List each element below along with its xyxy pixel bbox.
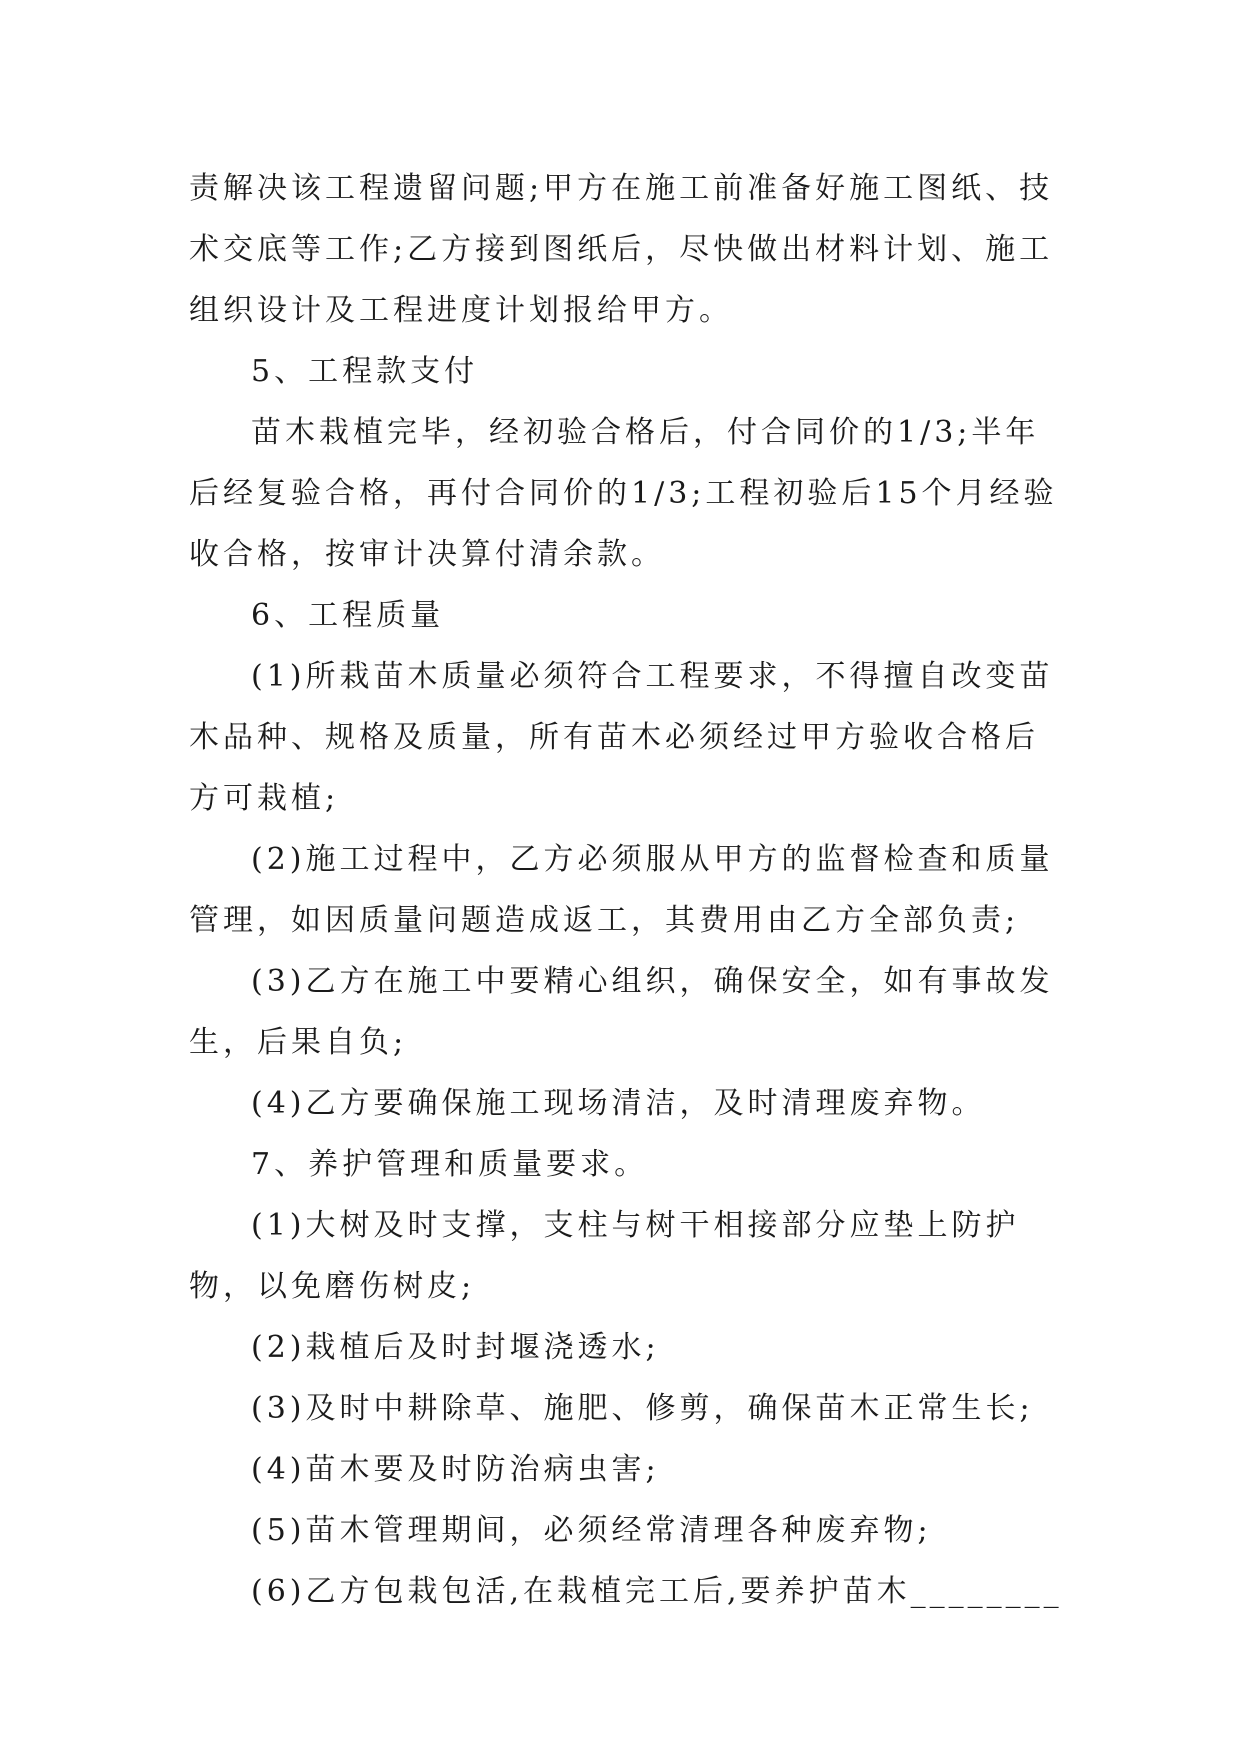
section-heading: 6、工程质量 xyxy=(251,598,445,633)
list-item: (3)乙方在施工中要精心组织，确保安全，如有事故发生，后果自负; xyxy=(189,964,1054,1060)
list-item: (6)乙方包栽包活,在栽植完工后,要养护苗木________ xyxy=(251,1574,1063,1609)
paragraph: 苗木栽植完毕，经初验合格后，付合同价的1/3;半年后经复验合格，再付合同价的1/3;工程初验后15个月经验收合格，按审计决算付清余款。 xyxy=(189,415,1058,572)
list-item: (2)施工过程中，乙方必须服从甲方的监督检查和质量管理，如因质量问题造成返工，其费用由乙方全部负责; xyxy=(189,842,1054,938)
list-item: (3)及时中耕除草、施肥、修剪，确保苗木正常生长; xyxy=(251,1391,1034,1426)
list-item: (1)大树及时支撑，支柱与树干相接部分应垫上防护物，以免磨伤树皮; xyxy=(189,1208,1020,1304)
list-item: (1)所栽苗木质量必须符合工程要求，不得擅自改变苗木品种、规格及质量，所有苗木必须经过甲方验收合格后方可栽植; xyxy=(189,659,1054,816)
section-heading: 5、工程款支付 xyxy=(251,354,479,389)
document-body xyxy=(189,158,1069,1622)
paragraph: 责解决该工程遗留问题;甲方在施工前准备好施工图纸、技术交底等工作;乙方接到图纸后，尽快做出材料计划、施工组织设计及工程进度计划报给甲方。 xyxy=(189,171,1054,328)
section-heading: 7、养护管理和质量要求。 xyxy=(251,1147,649,1182)
list-item: (4)乙方要确保施工现场清洁，及时清理废弃物。 xyxy=(251,1086,986,1121)
list-item: (4)苗木要及时防治病虫害; xyxy=(251,1452,660,1487)
list-item: (5)苗木管理期间，必须经常清理各种废弃物; xyxy=(251,1513,932,1548)
list-item: (2)栽植后及时封堰浇透水; xyxy=(251,1330,660,1365)
